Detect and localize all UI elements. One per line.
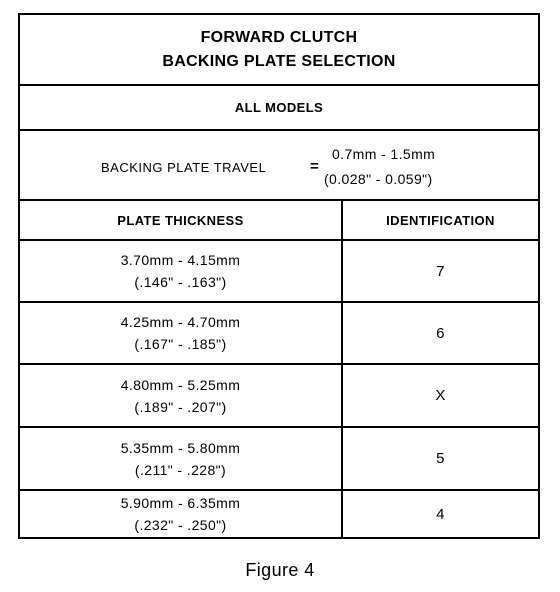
travel-value-mm: 0.7mm - 1.5mm — [332, 146, 436, 162]
travel-row — [20, 131, 538, 201]
identification-cell — [343, 491, 538, 537]
thickness-mm: 5.35mm - 5.80mm — [120, 439, 241, 456]
table-row — [20, 491, 538, 537]
table-row — [20, 241, 538, 303]
identification-cell — [343, 303, 538, 363]
travel-label: BACKING PLATE TRAVEL — [101, 160, 267, 175]
thickness-in: (.146" - .163") — [134, 274, 227, 290]
models-row — [20, 86, 538, 131]
title-line-1: FORWARD CLUTCH — [200, 28, 358, 46]
header-identification: IDENTIFICATION — [386, 212, 495, 228]
models-label: ALL MODELS — [234, 100, 324, 115]
thickness-cell — [20, 491, 343, 537]
thickness-mm: 4.25mm - 4.70mm — [120, 314, 241, 330]
identification-cell — [343, 365, 538, 426]
table-row — [20, 365, 538, 428]
thickness-cell — [20, 428, 343, 489]
table-row — [20, 428, 538, 491]
identification-value: 5 — [436, 450, 445, 467]
thickness-cell — [20, 365, 343, 426]
thickness-in: (.232" - .250") — [134, 517, 227, 533]
travel-equals: = — [310, 158, 319, 175]
title-line-2: BACKING PLATE SELECTION — [162, 52, 396, 70]
figure-caption: Figure 4 — [245, 560, 315, 580]
column-header-row — [20, 201, 538, 241]
header-identification-cell — [343, 201, 538, 239]
thickness-mm: 5.90mm - 6.35mm — [120, 495, 241, 511]
identification-cell — [343, 428, 538, 489]
identification-value: X — [435, 387, 446, 404]
thickness-cell — [20, 241, 343, 301]
table-row — [20, 303, 538, 365]
thickness-in: (.189" - .207") — [134, 398, 227, 415]
identification-cell — [343, 241, 538, 301]
identification-value: 4 — [436, 505, 445, 523]
table-title — [20, 15, 538, 86]
header-thickness-cell — [20, 201, 343, 239]
thickness-mm: 4.80mm - 5.25mm — [120, 376, 241, 393]
thickness-in: (.167" - .185") — [134, 336, 227, 352]
header-thickness: PLATE THICKNESS — [117, 212, 244, 228]
backing-plate-table — [18, 13, 540, 539]
identification-value: 7 — [436, 262, 445, 280]
thickness-cell — [20, 303, 343, 363]
travel-value-in: (0.028" - 0.059") — [324, 171, 433, 187]
thickness-in: (.211" - .228") — [134, 461, 227, 478]
thickness-mm: 3.70mm - 4.15mm — [120, 252, 241, 268]
identification-value: 6 — [436, 324, 445, 342]
